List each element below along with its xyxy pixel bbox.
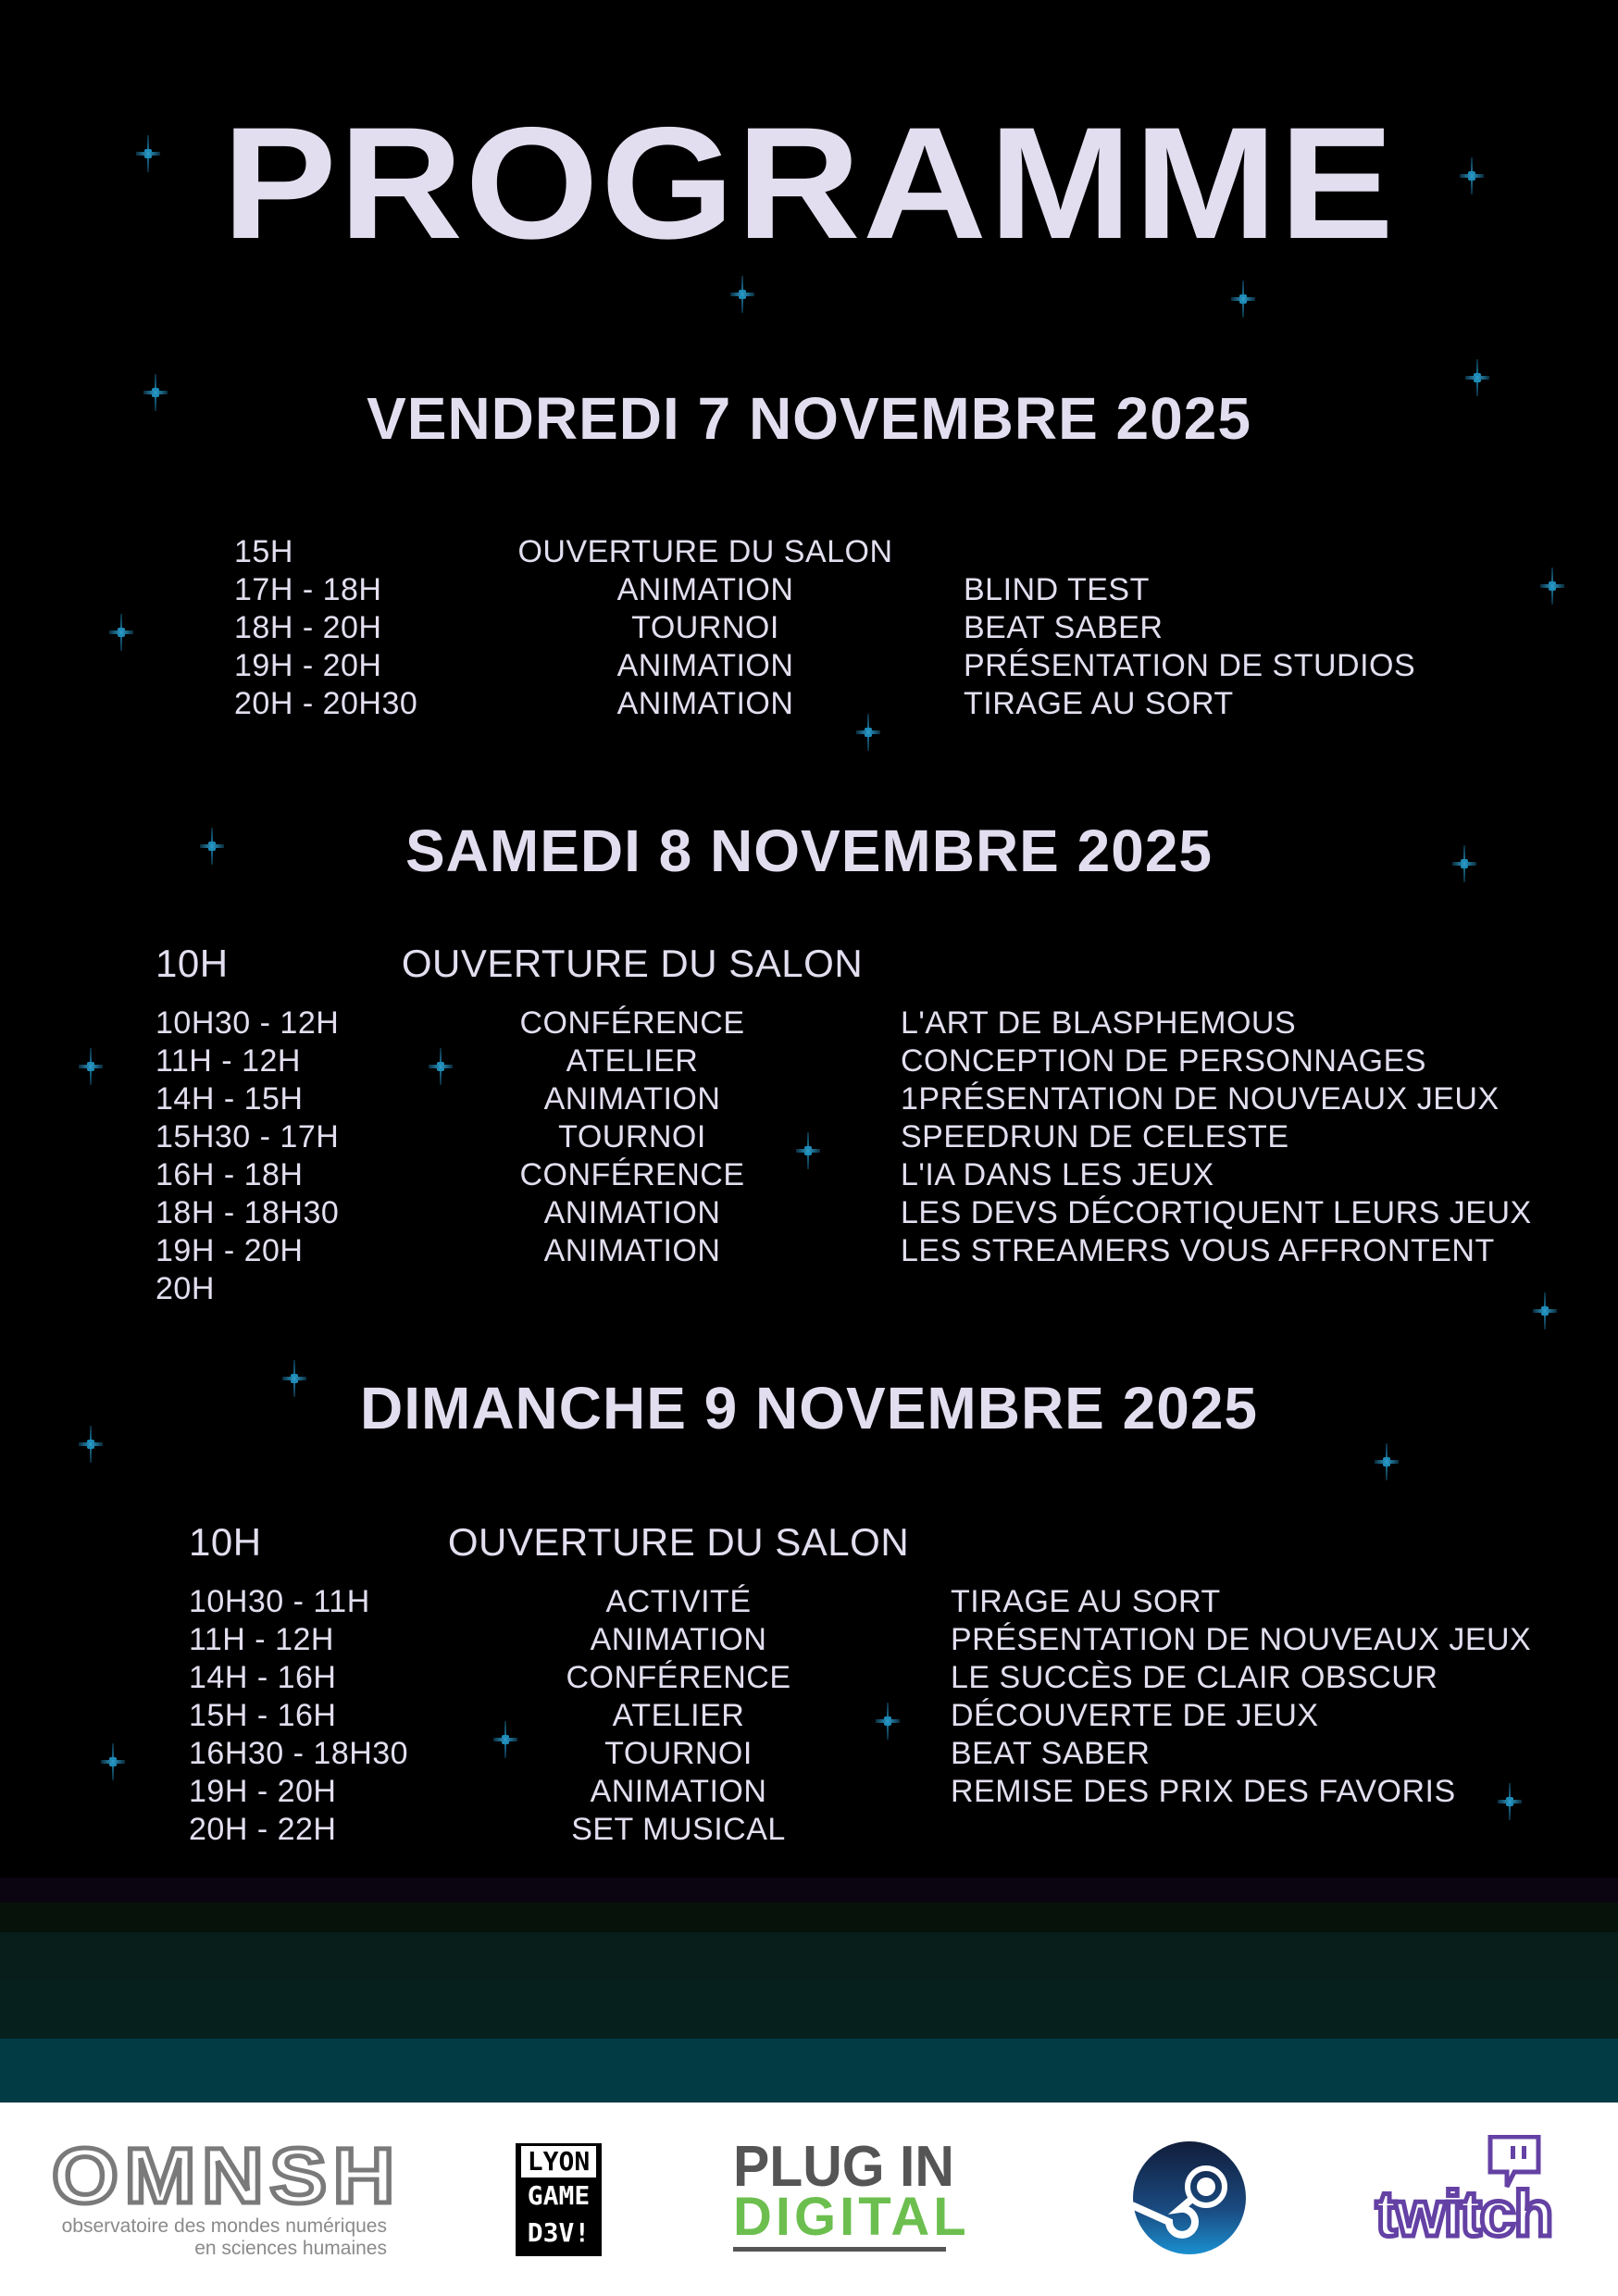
event-name: DÉCOUVERTE DE JEUX [951,1698,1319,1733]
event-name: LES STREAMERS VOUS AFFRONTENT [901,1233,1495,1268]
schedule-row [0,1232,1618,1270]
game-text: GAME [527,2180,591,2211]
band-stripe [0,1878,1618,1903]
schedule-row [0,1621,1618,1659]
band-stripe [0,2039,1618,2103]
event-type: ANIMATION [543,1195,721,1230]
event-type: OUVERTURE DU SALON [447,1520,910,1564]
schedule-row [0,1697,1618,1735]
schedule-row [0,1583,1618,1621]
day-title: SAMEDI 8 NOVEMBRE 2025 [404,817,1214,884]
omnsh-wordmark: OMNSH [52,2132,401,2219]
event-type: ANIMATION [616,572,794,607]
event-name: L'IA DANS LES JEUX [901,1157,1214,1192]
event-type: CONFÉRENCE [519,1005,745,1041]
event-type: ATELIER [566,1043,699,1079]
event-name: TIRAGE AU SORT [951,1584,1221,1619]
event-type: ANIMATION [616,648,794,683]
schedule-row [0,1773,1618,1811]
schedule-row [0,1080,1618,1118]
event-type: ANIMATION [590,1774,767,1809]
event-time: 20H - 22H [189,1812,337,1847]
dev-text: D3V! [527,2217,591,2248]
plug-in-digital-logo [733,2135,1011,2256]
event-time: 15H [234,534,293,569]
event-time: 18H - 18H30 [156,1195,340,1230]
digital-text: DIGITAL [733,2187,970,2247]
schedule-row [0,685,1618,723]
event-time: 16H - 18H [156,1157,304,1192]
schedule-row [0,1004,1618,1042]
band-stripe [0,1903,1618,1932]
lyon-game-dev-logo [516,2143,602,2256]
event-time: 18H - 20H [234,610,382,645]
event-type: TOURNOI [604,1736,753,1771]
event-time: 11H - 12H [156,1043,301,1079]
event-time: 15H - 16H [189,1698,337,1733]
event-time: 19H - 20H [234,648,382,683]
day-title: DIMANCHE 9 NOVEMBRE 2025 [360,1375,1258,1441]
event-time: 10H [156,942,229,985]
event-type: CONFÉRENCE [566,1660,791,1695]
omnsh-logo [52,2132,401,2259]
schedule-row [0,533,1618,571]
star-icon [1231,281,1255,318]
plug-cable [733,2247,946,2252]
event-name: BEAT SABER [964,610,1164,645]
schedule-row [0,1811,1618,1849]
star-icon [1375,1443,1399,1480]
omnsh-tagline: en sciences humaines [194,2238,387,2259]
event-time: 10H30 - 11H [189,1584,370,1619]
schedule-row [0,1118,1618,1156]
schedule-row [0,1519,1618,1566]
sponsor-footer [0,2103,1618,2296]
schedule-row [0,647,1618,685]
event-name: PRÉSENTATION DE NOUVEAUX JEUX [951,1622,1532,1657]
plug-in-text: PLUG IN [733,2135,954,2199]
event-name: LE SUCCÈS DE CLAIR OBSCUR [951,1660,1438,1695]
event-type: TOURNOI [558,1119,706,1154]
event-name: BEAT SABER [951,1736,1151,1771]
event-type: ANIMATION [543,1081,721,1117]
event-type: ANIMATION [616,686,794,721]
event-time: 11H - 12H [189,1622,334,1657]
steam-logo [1132,2140,1247,2260]
band-stripe [0,1981,1618,2039]
day-title: VENDREDI 7 NOVEMBRE 2025 [367,385,1251,452]
twitch-logo [1375,2135,1561,2250]
event-time: 14H - 15H [156,1081,304,1117]
schedule-row [0,1270,1618,1308]
event-time: 14H - 16H [189,1660,337,1695]
event-type: CONFÉRENCE [519,1157,745,1192]
schedule-row [0,941,1618,987]
event-name: PRÉSENTATION DE STUDIOS [964,648,1416,683]
event-time: 17H - 18H [234,572,382,607]
schedule-row [0,1156,1618,1194]
star-icon [730,276,754,313]
event-type: TOURNOI [631,610,779,645]
event-name: CONCEPTION DE PERSONNAGES [901,1043,1426,1079]
event-name: BLIND TEST [964,572,1150,607]
event-type: ANIMATION [543,1233,721,1268]
event-time: 19H - 20H [156,1233,304,1268]
page-title: PROGRAMME [221,94,1397,272]
event-type: ANIMATION [590,1622,767,1657]
schedule-row [0,571,1618,609]
schedule-row [0,1194,1618,1232]
event-time: 15H30 - 17H [156,1119,340,1154]
event-time: 10H [189,1520,262,1564]
schedule-row [0,1042,1618,1080]
event-name: L'ART DE BLASPHEMOUS [901,1005,1297,1041]
twitch-wordmark: twitch [1375,2177,1552,2250]
band-stripe [0,1932,1618,1981]
event-name: REMISE DES PRIX DES FAVORIS [951,1774,1456,1809]
steam-icon [1132,2140,1247,2255]
schedule-row [0,609,1618,647]
event-type: OUVERTURE DU SALON [401,942,864,985]
event-time: 20H - 20H30 [234,686,418,721]
schedule-row [0,1659,1618,1697]
schedule-row [0,1735,1618,1773]
event-type: ACTIVITÉ [605,1584,752,1619]
lyon-text: LYON [521,2146,596,2177]
event-time: 16H30 - 18H30 [189,1736,409,1771]
event-name: LES DEVS DÉCORTIQUENT LEURS JEUX [901,1195,1532,1230]
event-type: ATELIER [612,1698,745,1733]
event-time: 10H30 - 12H [156,1005,340,1041]
omnsh-tagline: observatoire des mondes numériques [61,2215,387,2237]
event-time: 19H - 20H [189,1774,337,1809]
event-name: SPEEDRUN DE CELESTE [901,1119,1289,1154]
event-type: SET MUSICAL [571,1812,786,1847]
event-name: 1PRÉSENTATION DE NOUVEAUX JEUX [901,1081,1500,1117]
event-name: TIRAGE AU SORT [964,686,1234,721]
event-type: OUVERTURE DU SALON [517,534,893,569]
event-time: 20H [156,1271,215,1306]
